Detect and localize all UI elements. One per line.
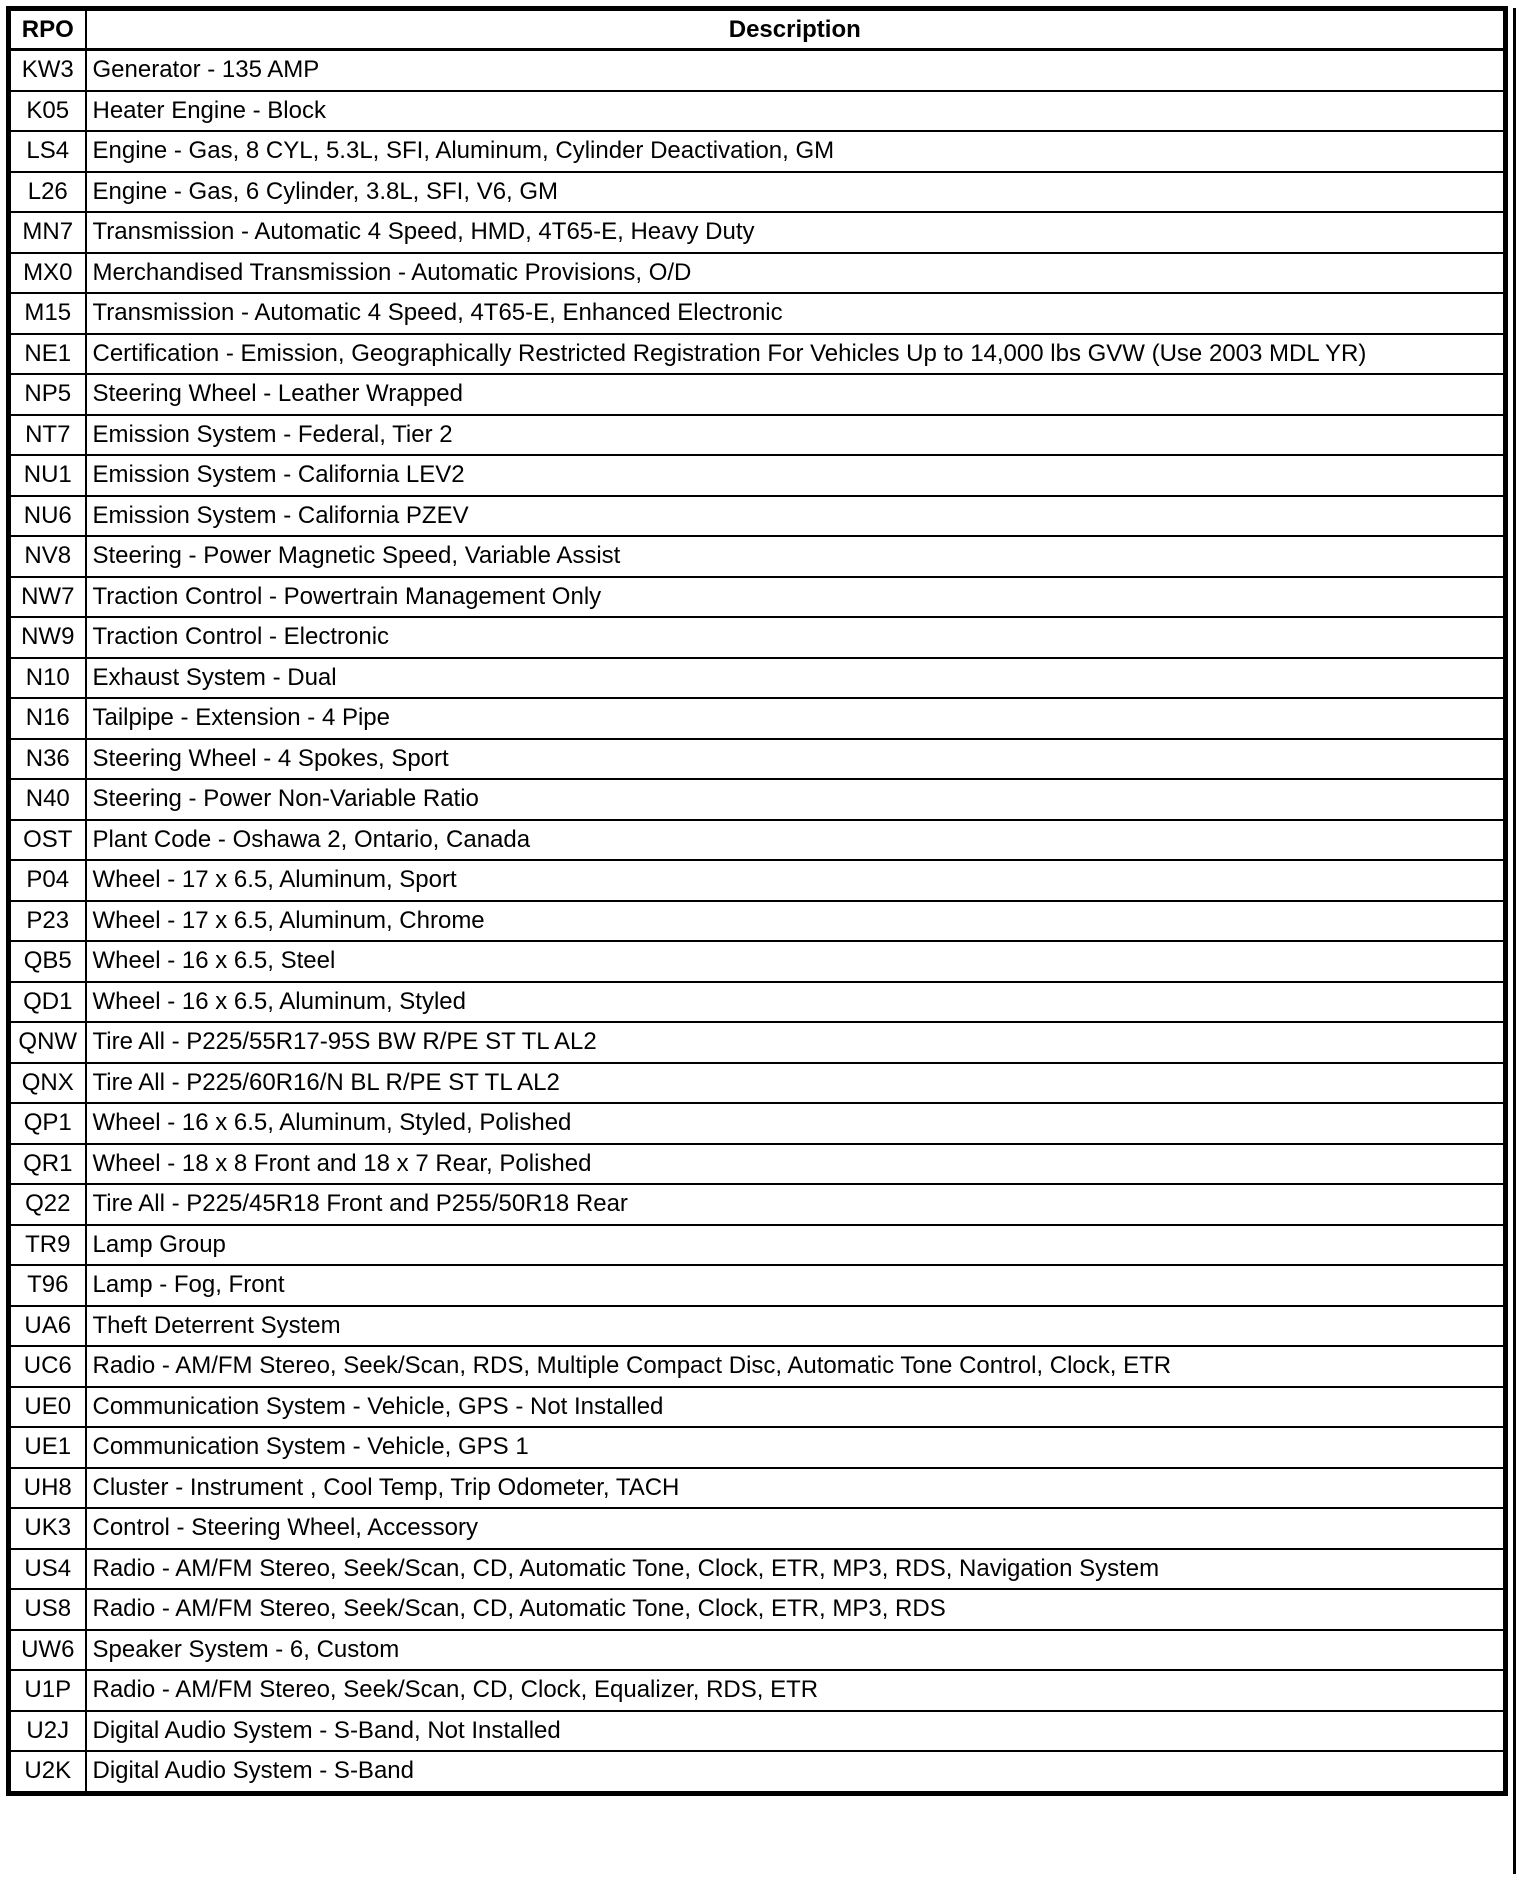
- table-row: [9, 496, 1506, 537]
- table-row: [9, 1589, 1506, 1630]
- rpo-description: Wheel - 17 x 6.5, Aluminum, Chrome: [86, 901, 1506, 942]
- rpo-code: MX0: [9, 253, 86, 294]
- rpo-code: QP1: [9, 1103, 86, 1144]
- rpo-code: UA6: [9, 1306, 86, 1347]
- rpo-description: Digital Audio System - S-Band: [86, 1751, 1506, 1793]
- rpo-code: U1P: [9, 1670, 86, 1711]
- table-row: [9, 1427, 1506, 1468]
- rpo-description: Tailpipe - Extension - 4 Pipe: [86, 698, 1506, 739]
- rpo-code: QB5: [9, 941, 86, 982]
- rpo-code: N40: [9, 779, 86, 820]
- table-row: [9, 1022, 1506, 1063]
- table-row: [9, 577, 1506, 618]
- rpo-code: NU1: [9, 455, 86, 496]
- table-row: [9, 374, 1506, 415]
- rpo-description: Heater Engine - Block: [86, 91, 1506, 132]
- table-row: [9, 536, 1506, 577]
- table-row: [9, 50, 1506, 91]
- rpo-code: P23: [9, 901, 86, 942]
- table-row: [9, 1265, 1506, 1306]
- rpo-description: Radio - AM/FM Stereo, Seek/Scan, CD, Automatic Tone, Clock, ETR, MP3, RDS: [86, 1589, 1506, 1630]
- table-row: [9, 860, 1506, 901]
- rpo-description: Wheel - 16 x 6.5, Aluminum, Styled: [86, 982, 1506, 1023]
- table-row: [9, 658, 1506, 699]
- rpo-code: UC6: [9, 1346, 86, 1387]
- rpo-code: LS4: [9, 131, 86, 172]
- table-row: [9, 901, 1506, 942]
- rpo-description: Speaker System - 6, Custom: [86, 1630, 1506, 1671]
- rpo-description: Wheel - 16 x 6.5, Aluminum, Styled, Polished: [86, 1103, 1506, 1144]
- rpo-description: Engine - Gas, 8 CYL, 5.3L, SFI, Aluminum, Cylinder Deactivation, GM: [86, 131, 1506, 172]
- right-edge-line: [1513, 8, 1516, 1874]
- rpo-description: Wheel - 17 x 6.5, Aluminum, Sport: [86, 860, 1506, 901]
- table-row: [9, 1144, 1506, 1185]
- rpo-code: N16: [9, 698, 86, 739]
- header-row: [9, 9, 1506, 50]
- table-row: [9, 1306, 1506, 1347]
- rpo-description: Tire All - P225/55R17-95S BW R/PE ST TL AL2: [86, 1022, 1506, 1063]
- rpo-code: QNW: [9, 1022, 86, 1063]
- rpo-code: QNX: [9, 1063, 86, 1104]
- rpo-description: Plant Code - Oshawa 2, Ontario, Canada: [86, 820, 1506, 861]
- rpo-description: Communication System - Vehicle, GPS 1: [86, 1427, 1506, 1468]
- table-row: [9, 1184, 1506, 1225]
- rpo-description: Digital Audio System - S-Band, Not Installed: [86, 1711, 1506, 1752]
- rpo-code: NE1: [9, 334, 86, 375]
- rpo-code: MN7: [9, 212, 86, 253]
- table-row: [9, 1225, 1506, 1266]
- rpo-description: Traction Control - Electronic: [86, 617, 1506, 658]
- rpo-description: Engine - Gas, 6 Cylinder, 3.8L, SFI, V6, GM: [86, 172, 1506, 213]
- table-row: [9, 293, 1506, 334]
- rpo-code: TR9: [9, 1225, 86, 1266]
- table-row: [9, 698, 1506, 739]
- rpo-description: Steering - Power Magnetic Speed, Variable Assist: [86, 536, 1506, 577]
- rpo-code: NT7: [9, 415, 86, 456]
- rpo-description: Theft Deterrent System: [86, 1306, 1506, 1347]
- table-row: [9, 131, 1506, 172]
- rpo-code: N10: [9, 658, 86, 699]
- rpo-description: Radio - AM/FM Stereo, Seek/Scan, RDS, Multiple Compact Disc, Automatic Tone Control, Clock, ETR: [86, 1346, 1506, 1387]
- rpo-code: OST: [9, 820, 86, 861]
- rpo-description: Traction Control - Powertrain Management Only: [86, 577, 1506, 618]
- table-row: [9, 1670, 1506, 1711]
- rpo-code: NV8: [9, 536, 86, 577]
- rpo-code: P04: [9, 860, 86, 901]
- rpo-description: Radio - AM/FM Stereo, Seek/Scan, CD, Clock, Equalizer, RDS, ETR: [86, 1670, 1506, 1711]
- rpo-description: Lamp Group: [86, 1225, 1506, 1266]
- rpo-code: T96: [9, 1265, 86, 1306]
- table-row: [9, 1508, 1506, 1549]
- rpo-code: UE0: [9, 1387, 86, 1428]
- rpo-code: KW3: [9, 50, 86, 91]
- rpo-description: Certification - Emission, Geographically Restricted Registration For Vehicles Up to 14,000 lbs GVW (Use 2003 MDL YR): [86, 334, 1506, 375]
- table-row: [9, 617, 1506, 658]
- rpo-description: Transmission - Automatic 4 Speed, 4T65-E, Enhanced Electronic: [86, 293, 1506, 334]
- rpo-code: US4: [9, 1549, 86, 1590]
- rpo-code: M15: [9, 293, 86, 334]
- rpo-code: UK3: [9, 1508, 86, 1549]
- rpo-code: UE1: [9, 1427, 86, 1468]
- table-row: [9, 1346, 1506, 1387]
- rpo-code: N36: [9, 739, 86, 780]
- table-row: [9, 1468, 1506, 1509]
- table-row: [9, 739, 1506, 780]
- table-row: [9, 415, 1506, 456]
- table-row: [9, 941, 1506, 982]
- header-description: Description: [86, 9, 1506, 50]
- rpo-description: Emission System - California PZEV: [86, 496, 1506, 537]
- rpo-description: Transmission - Automatic 4 Speed, HMD, 4T65-E, Heavy Duty: [86, 212, 1506, 253]
- rpo-code: L26: [9, 172, 86, 213]
- table-row: [9, 1063, 1506, 1104]
- rpo-description: Tire All - P225/60R16/N BL R/PE ST TL AL2: [86, 1063, 1506, 1104]
- rpo-description: Wheel - 18 x 8 Front and 18 x 7 Rear, Polished: [86, 1144, 1506, 1185]
- table-row: [9, 1103, 1506, 1144]
- rpo-description: Emission System - California LEV2: [86, 455, 1506, 496]
- rpo-code: NW7: [9, 577, 86, 618]
- rpo-code: U2K: [9, 1751, 86, 1793]
- table-row: [9, 1630, 1506, 1671]
- rpo-description: Merchandised Transmission - Automatic Provisions, O/D: [86, 253, 1506, 294]
- rpo-code: UH8: [9, 1468, 86, 1509]
- rpo-code: U2J: [9, 1711, 86, 1752]
- rpo-code: Q22: [9, 1184, 86, 1225]
- rpo-code: NU6: [9, 496, 86, 537]
- table-row: [9, 172, 1506, 213]
- rpo-description: Emission System - Federal, Tier 2: [86, 415, 1506, 456]
- rpo-description: Cluster - Instrument , Cool Temp, Trip Odometer, TACH: [86, 1468, 1506, 1509]
- table-row: [9, 1549, 1506, 1590]
- rpo-code: QD1: [9, 982, 86, 1023]
- rpo-code: US8: [9, 1589, 86, 1630]
- table-row: [9, 820, 1506, 861]
- rpo-code: QR1: [9, 1144, 86, 1185]
- rpo-description: Steering Wheel - 4 Spokes, Sport: [86, 739, 1506, 780]
- table-row: [9, 779, 1506, 820]
- table-row: [9, 1751, 1506, 1793]
- rpo-description: Lamp - Fog, Front: [86, 1265, 1506, 1306]
- table-row: [9, 334, 1506, 375]
- rpo-table: [6, 6, 1508, 1796]
- rpo-code: NW9: [9, 617, 86, 658]
- rpo-description: Wheel - 16 x 6.5, Steel: [86, 941, 1506, 982]
- rpo-description: Radio - AM/FM Stereo, Seek/Scan, CD, Automatic Tone, Clock, ETR, MP3, RDS, Navigation System: [86, 1549, 1506, 1590]
- rpo-description: Control - Steering Wheel, Accessory: [86, 1508, 1506, 1549]
- rpo-description: Generator - 135 AMP: [86, 50, 1506, 91]
- rpo-description: Steering - Power Non-Variable Ratio: [86, 779, 1506, 820]
- rpo-code: K05: [9, 91, 86, 132]
- table-row: [9, 253, 1506, 294]
- rpo-description: Exhaust System - Dual: [86, 658, 1506, 699]
- rpo-description: Tire All - P225/45R18 Front and P255/50R18 Rear: [86, 1184, 1506, 1225]
- rpo-description: Steering Wheel - Leather Wrapped: [86, 374, 1506, 415]
- rpo-description: Communication System - Vehicle, GPS - Not Installed: [86, 1387, 1506, 1428]
- rpo-code: NP5: [9, 374, 86, 415]
- table-row: [9, 212, 1506, 253]
- rpo-code: UW6: [9, 1630, 86, 1671]
- table-row: [9, 91, 1506, 132]
- header-rpo: RPO: [9, 9, 86, 50]
- table-row: [9, 1387, 1506, 1428]
- table-row: [9, 455, 1506, 496]
- table-row: [9, 1711, 1506, 1752]
- table-row: [9, 982, 1506, 1023]
